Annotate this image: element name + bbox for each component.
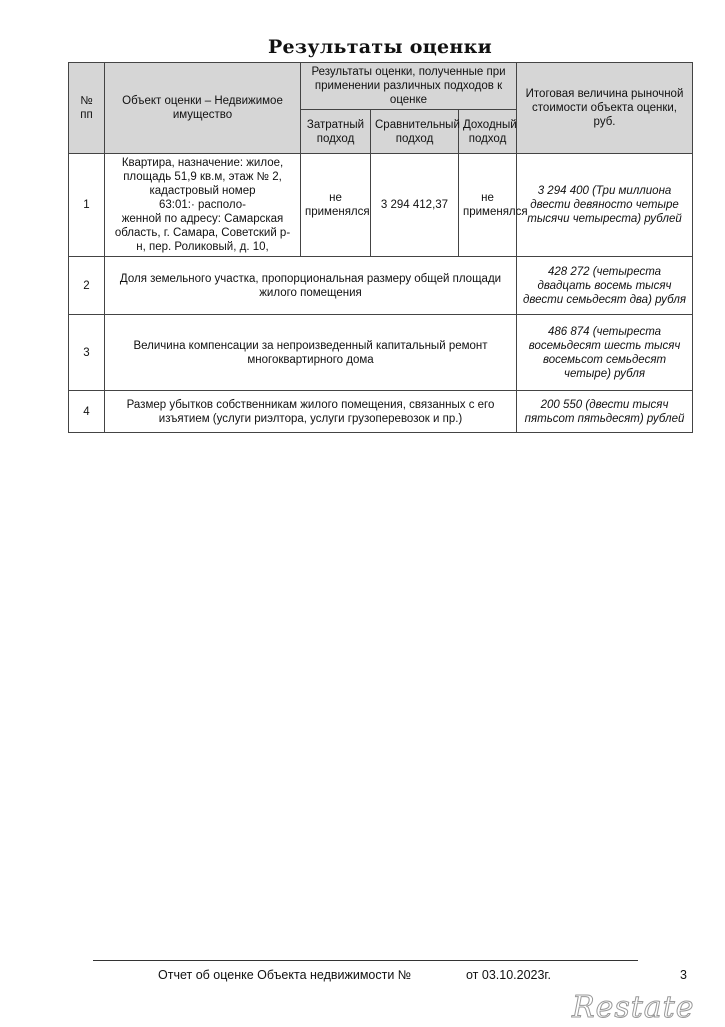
footer-divider: [93, 960, 638, 961]
header-comparative-approach: Сравнительный подход: [371, 110, 459, 154]
row-final-value: 428 272 (четыреста двадцать восемь тысяч двести семьдесят два) рубля: [517, 257, 693, 315]
row-object: [105, 154, 301, 257]
object-line: область, г. Самара, Советский р-: [114, 227, 291, 239]
object-line: женной по адресу: Самарская: [121, 213, 284, 225]
object-line: н, пер. Роликовый, д. 10,: [136, 241, 269, 253]
watermark-logo: Restate: [572, 990, 695, 1025]
object-line: площадь 51,9 кв.м, этаж № 2,: [123, 171, 282, 183]
row-object: Размер убытков собственникам жилого помещения, связанных с его изъятием (услуги риэлтора, услуги грузоперевозок и пр.): [105, 391, 517, 433]
row-income-approach: не применялся: [459, 154, 517, 257]
row-num: 2: [69, 257, 105, 315]
row-object: Доля земельного участка, пропорциональная размеру общей площади жилого помещения: [105, 257, 517, 315]
table-row: [69, 257, 693, 315]
row-comparative-approach: 3 294 412,37: [371, 154, 459, 257]
row-final-value: 3 294 400 (Три миллиона двести девяносто четыре тысячи четыреста) рублей: [517, 154, 693, 257]
row-num: 1: [69, 154, 105, 257]
header-final-value: Итоговая величина рыночной стоимости объекта оценки, руб.: [517, 63, 693, 154]
row-object: Величина компенсации за непроизведенный капитальный ремонт многоквартирного дома: [105, 315, 517, 391]
row-final-value: 486 874 (четыреста восемьдесят шесть тысяч восемьсот семьдесят четыре) рубля: [517, 315, 693, 391]
row-num: 3: [69, 315, 105, 391]
row-cost-approach: не применялся: [301, 154, 371, 257]
header-object: Объект оценки – Недвижимое имущество: [105, 63, 301, 154]
object-line: 63:01:· располо-: [159, 199, 246, 211]
object-line: Квартира, назначение: жилое,: [121, 157, 284, 169]
page-title: Результаты оценки: [267, 36, 493, 58]
header-approaches-group: Результаты оценки, полученные при применении различных подходов к оценке: [301, 63, 517, 110]
footer-report-label: Отчет об оценке Объекта недвижимости №: [158, 968, 412, 982]
row-num: 4: [69, 391, 105, 433]
header-income-approach: Доходный подход: [459, 110, 517, 154]
table-row: [69, 391, 693, 433]
table-row: [69, 154, 693, 257]
footer-date: от 03.10.2023г.: [466, 968, 551, 982]
page-number: 3: [680, 968, 687, 982]
row-final-value: 200 550 (двести тысяч пятьсот пятьдесят) рублей: [517, 391, 693, 433]
evaluation-results-table: [68, 62, 693, 433]
header-cost-approach: Затратный подход: [301, 110, 371, 154]
object-line: кадастровый номер: [149, 185, 256, 197]
header-num: № пп: [69, 63, 105, 154]
table-row: [69, 315, 693, 391]
